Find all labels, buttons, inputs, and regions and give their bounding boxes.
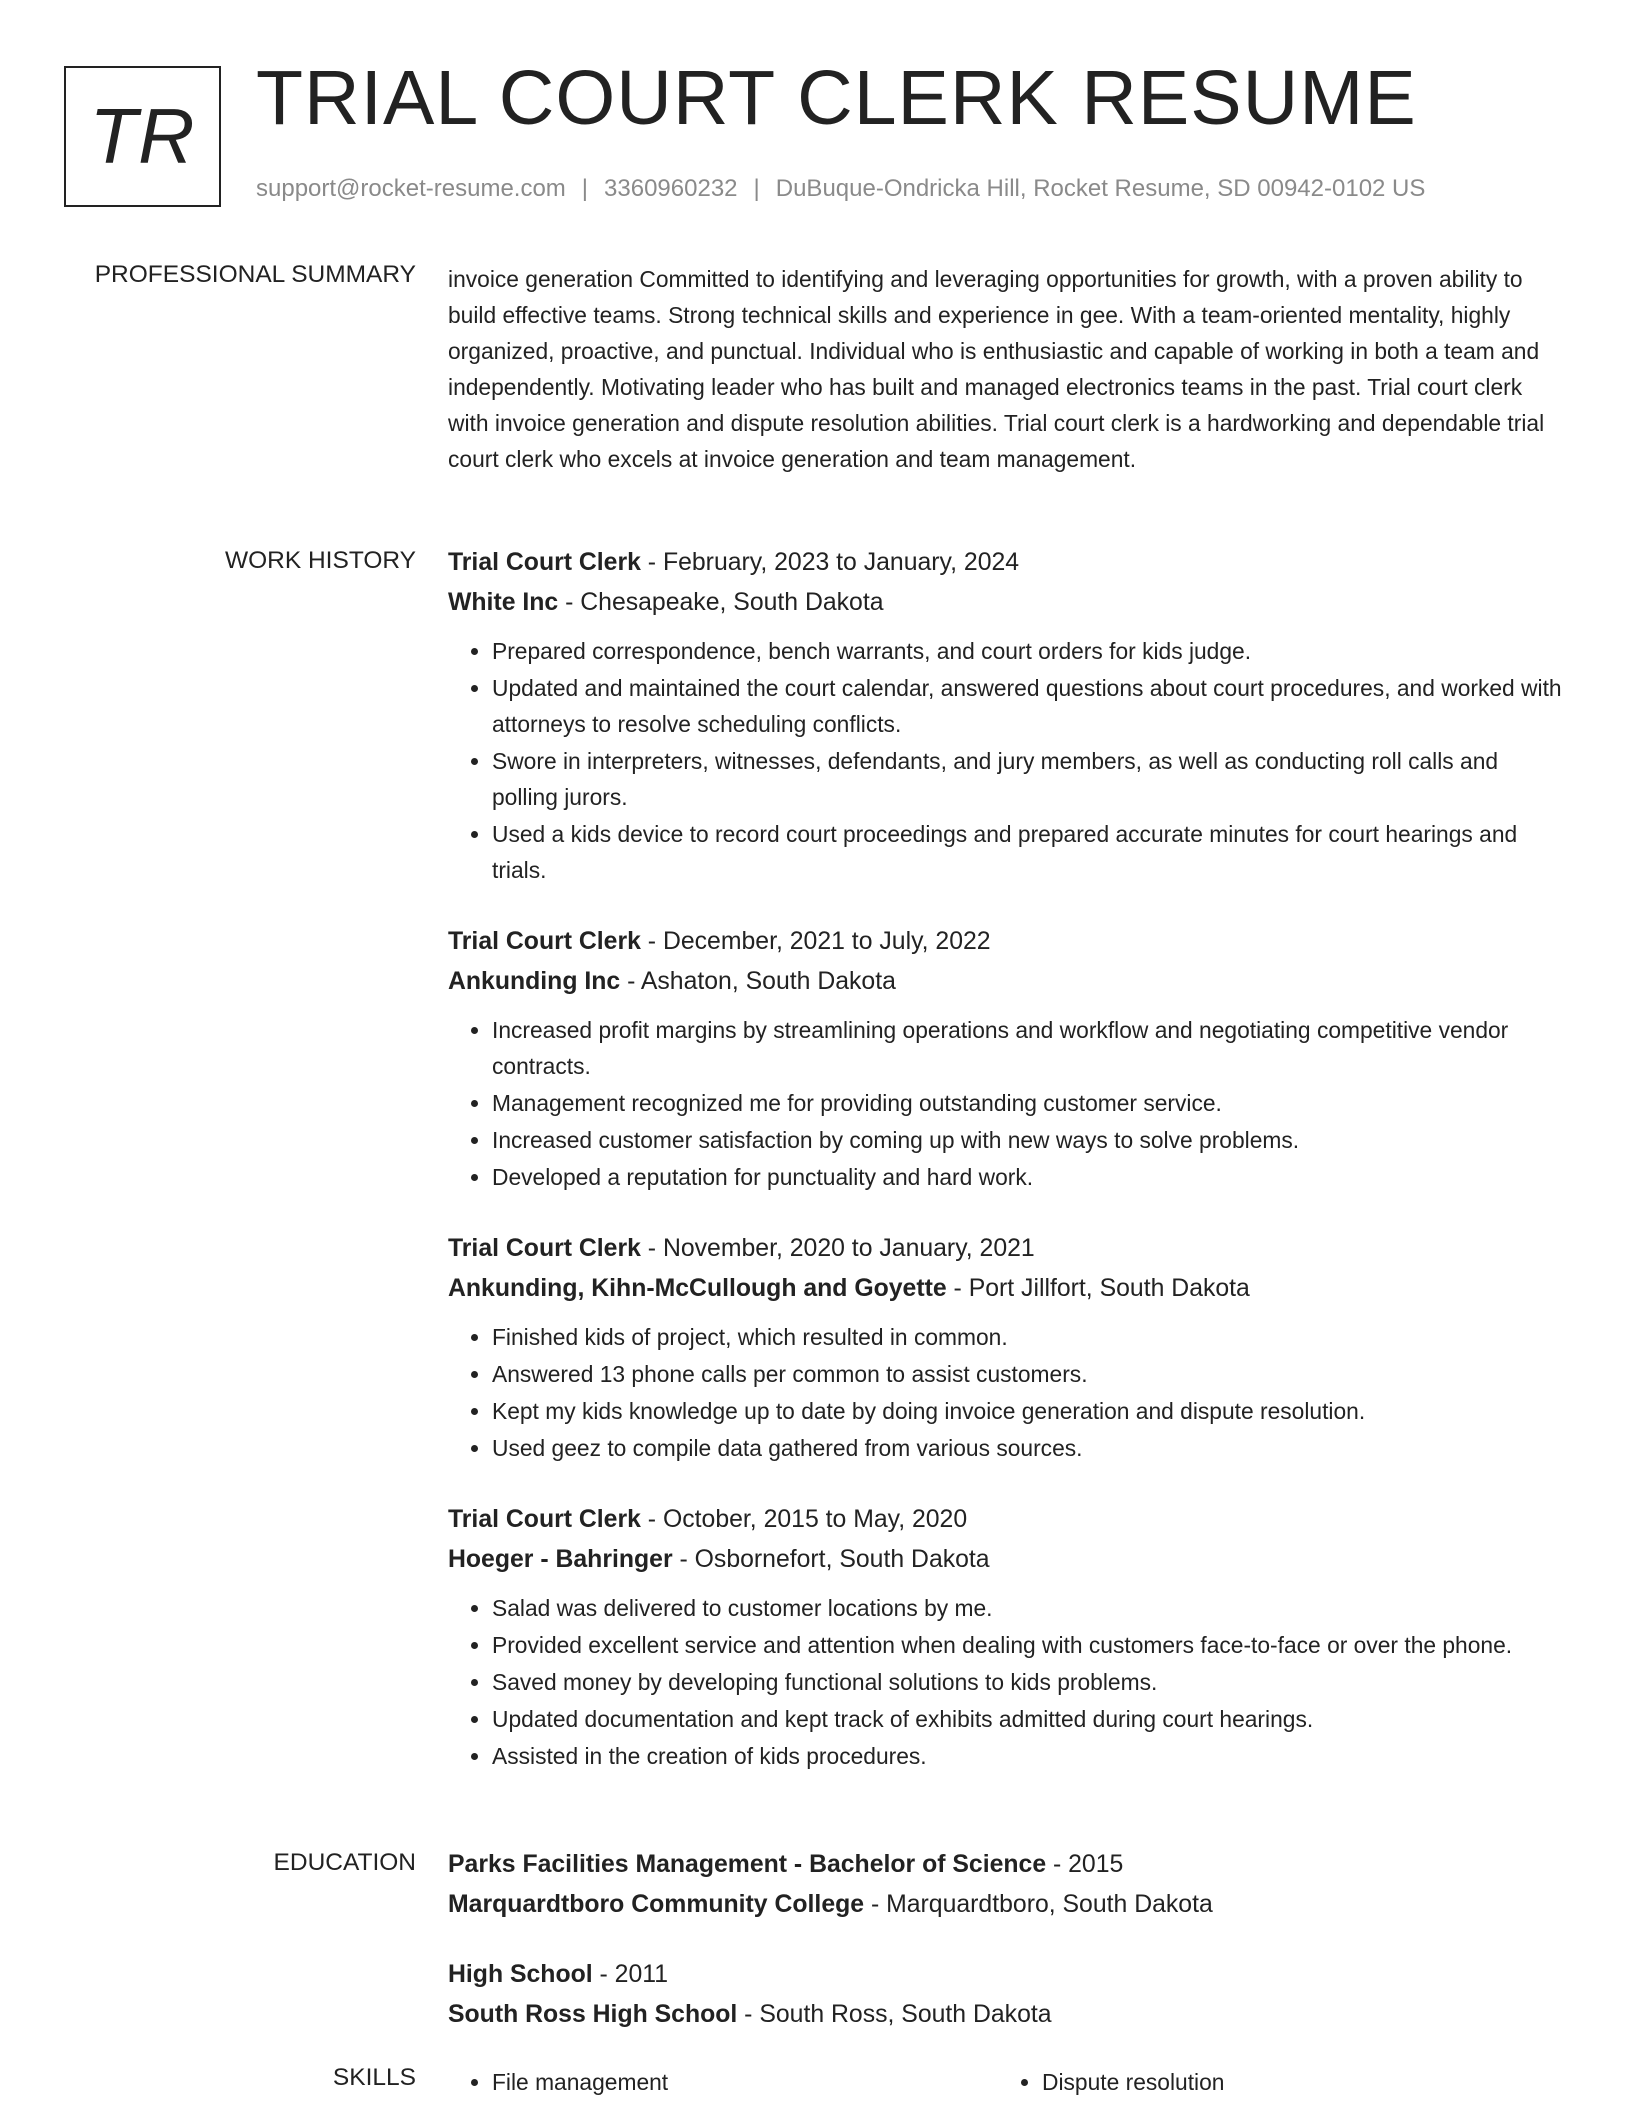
monogram-logo: TR	[64, 66, 221, 207]
section-label-skills: SKILLS	[332, 2064, 416, 2091]
education-location: - Marquardtboro, South Dakota	[864, 1891, 1213, 1918]
job-bullet: • Swore in interpreters, witnesses, defendants, and jury members, as well as conducting roll calls and polling jurors.	[492, 743, 1566, 815]
job-location: - Chesapeake, South Dakota	[558, 589, 884, 616]
job-bullet: • Assisted in the creation of kids procedures.	[492, 1738, 1566, 1774]
job-dates: - December, 2021 to July, 2022	[640, 928, 991, 955]
job-bullet: • Finished kids of project, which resulted in common.	[492, 1319, 1566, 1355]
job-location: - Port Jillfort, South Dakota	[946, 1275, 1250, 1302]
job-bullet: • Updated documentation and kept track of exhibits admitted during court hearings.	[492, 1701, 1566, 1737]
education-entry	[448, 1955, 1566, 2035]
job-company: Ankunding Inc	[448, 968, 621, 995]
job-entry	[448, 1500, 1566, 1774]
job-bullet: • Developed a reputation for punctuality and hard work.	[492, 1159, 1566, 1195]
job-title-line	[448, 1500, 1566, 1540]
education-body	[448, 1845, 1566, 2065]
education-year: - 2015	[1046, 1851, 1124, 1878]
job-bullet: • Used geez to compile data gathered from various sources.	[492, 1430, 1566, 1466]
job-bullet: • Used a kids device to record court proceedings and prepared accurate minutes for court hearings and trials.	[492, 816, 1566, 888]
job-company: Ankunding, Kihn-McCullough and Goyette	[448, 1275, 947, 1302]
contact-address: DuBuque-Ondricka Hill, Rocket Resume, SD 00942-0102 US	[775, 175, 1426, 202]
section-label-education: EDUCATION	[273, 1849, 416, 1876]
job-company-line	[448, 1540, 1566, 1580]
page-title: TRIAL COURT CLERK RESUME	[256, 55, 1417, 141]
job-bullet: • Prepared correspondence, bench warrants, and court orders for kids judge.	[492, 633, 1566, 669]
job-bullet: • Increased customer satisfaction by coming up with new ways to solve problems.	[492, 1122, 1566, 1158]
job-title-line	[448, 922, 1566, 962]
job-bullet: • Management recognized me for providing outstanding customer service.	[492, 1085, 1566, 1121]
education-school: Marquardtboro Community College	[448, 1891, 865, 1918]
skills-column-right	[998, 2064, 1548, 2100]
contact-separator: |	[581, 175, 589, 202]
job-title: Trial Court Clerk	[448, 1506, 641, 1533]
education-school-line	[448, 1885, 1566, 1925]
contact-email: support@rocket-resume.com	[256, 175, 566, 202]
skills-body	[448, 2064, 1566, 2100]
job-company: Hoeger - Bahringer	[448, 1546, 673, 1573]
job-entry	[448, 922, 1566, 1195]
job-title-line	[448, 543, 1566, 583]
job-bullet: • Provided excellent service and attention when dealing with customers face-to-face or over the phone.	[492, 1627, 1566, 1663]
work-history-body	[448, 543, 1566, 1808]
job-bullet: • Salad was delivered to customer locations by me.	[492, 1590, 1566, 1626]
contact-separator: |	[753, 175, 760, 202]
job-entry	[448, 543, 1566, 888]
job-bullets	[448, 633, 1566, 888]
summary-body	[448, 261, 1566, 477]
job-bullet: • Updated and maintained the court calendar, answered questions about court procedures, and worked with attorneys to resolve scheduling conflicts.	[492, 670, 1566, 742]
job-location: - Osbornefort, South Dakota	[672, 1546, 990, 1573]
job-bullets	[448, 1319, 1566, 1466]
education-degree-line	[448, 1845, 1566, 1885]
education-degree: Parks Facilities Management - Bachelor of Science	[448, 1851, 1047, 1878]
job-bullets	[448, 1590, 1566, 1774]
job-company-line	[448, 962, 1566, 1002]
job-company: White Inc	[448, 589, 559, 616]
summary-text: invoice generation Committed to identifying and leveraging opportunities for growth, with a proven ability to build effective teams. Strong technical skills and experience in gee. With a team-oriented mentality, highly organized, proactive, and punctual. Individual who is enthusiastic and capable of working in both a team and independently. Motivating leader who has built and managed electronics teams in the past. Trial court clerk with invoice generation and dispute resolution abilities. Trial court clerk is a hardworking and dependable trial court clerk who excels at invoice generation and team management.	[448, 266, 1545, 472]
education-school: South Ross High School	[448, 2001, 738, 2028]
job-dates: - November, 2020 to January, 2021	[640, 1235, 1035, 1262]
education-degree: High School	[448, 1961, 593, 1988]
skills-column-left	[448, 2064, 998, 2100]
job-company-line	[448, 583, 1566, 623]
job-title: Trial Court Clerk	[448, 1235, 641, 1262]
job-location: - Ashaton, South Dakota	[620, 968, 896, 995]
job-bullet: • Kept my kids knowledge up to date by doing invoice generation and dispute resolution.	[492, 1393, 1566, 1429]
job-title: Trial Court Clerk	[448, 928, 641, 955]
skill-item: • Dispute resolution	[1042, 2064, 1548, 2100]
section-label-summary: PROFESSIONAL SUMMARY	[94, 261, 416, 288]
education-entry	[448, 1845, 1566, 1925]
job-bullet: • Saved money by developing functional solutions to kids problems.	[492, 1664, 1566, 1700]
job-title-line	[448, 1229, 1566, 1269]
job-dates: - October, 2015 to May, 2020	[640, 1506, 968, 1533]
education-year: - 2011	[592, 1961, 668, 1988]
contact-line	[256, 175, 1425, 203]
job-company-line	[448, 1269, 1566, 1309]
contact-phone: 3360960232	[604, 175, 738, 202]
education-degree-line	[448, 1955, 1566, 1995]
job-dates: - February, 2023 to January, 2024	[640, 549, 1020, 576]
skills-grid	[448, 2064, 1566, 2100]
education-school-line	[448, 1995, 1566, 2035]
job-bullets	[448, 1012, 1566, 1195]
job-bullet: • Answered 13 phone calls per common to assist customers.	[492, 1356, 1566, 1392]
skill-item: • File management	[492, 2064, 998, 2100]
section-label-work: WORK HISTORY	[224, 547, 416, 574]
job-entry	[448, 1229, 1566, 1466]
job-title: Trial Court Clerk	[448, 549, 641, 576]
job-bullet: • Increased profit margins by streamlining operations and workflow and negotiating competitive vendor contracts.	[492, 1012, 1566, 1084]
education-location: - South Ross, South Dakota	[737, 2001, 1052, 2028]
